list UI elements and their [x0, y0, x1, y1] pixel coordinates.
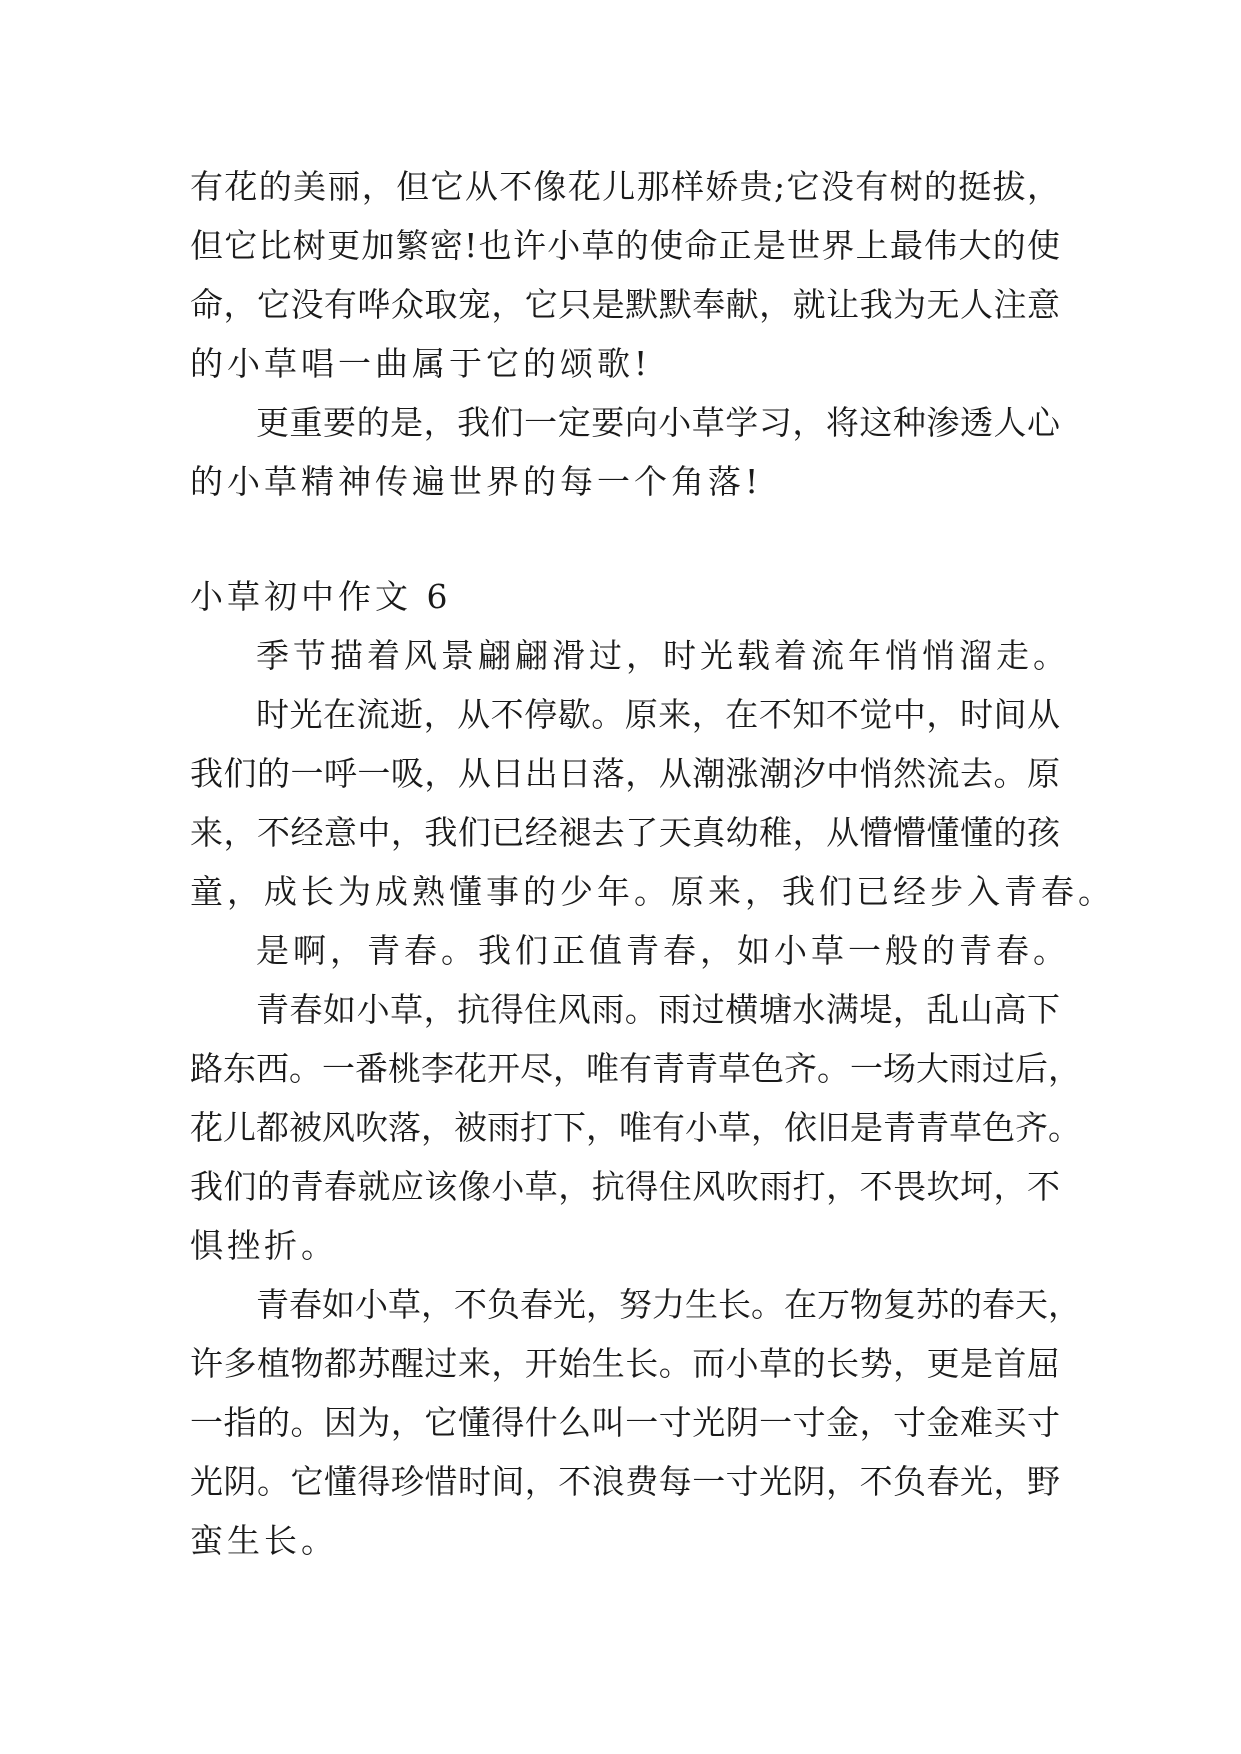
paragraph-line: 许多植物都苏醒过来，开始生长。而小草的长势，更是首屈	[190, 1344, 1060, 1383]
paragraph-line: 蛮生长。	[190, 1521, 338, 1560]
paragraph-line: 一指的。因为，它懂得什么叫一寸光阴一寸金，寸金难买寸	[190, 1403, 1060, 1442]
paragraph-line: 童，成长为成熟懂事的少年。原来，我们已经步入青春。	[190, 872, 1115, 911]
paragraph-line: 来，不经意中，我们已经褪去了天真幼稚，从懵懵懂懂的孩	[190, 813, 1060, 852]
paragraph-line: 有花的美丽，但它从不像花儿那样娇贵;它没有树的挺拔，	[190, 167, 1060, 206]
paragraph-line: 我们的一呼一吸，从日出日落，从潮涨潮汐中悄然流去。原	[190, 754, 1060, 793]
paragraph-line: 更重要的是，我们一定要向小草学习，将这种渗透人心	[256, 403, 1060, 442]
paragraph-line: 季节描着风景翩翩滑过，时光载着流年悄悄溜走。	[256, 636, 1070, 675]
paragraph-line: 的小草唱一曲属于它的颂歌!	[190, 344, 652, 383]
paragraph-line: 青春如小草，抗得住风雨。雨过横塘水满堤，乱山高下	[256, 990, 1060, 1029]
paragraph-line: 是啊，青春。我们正值青春，如小草一般的青春。	[256, 931, 1070, 970]
paragraph-line: 光阴。它懂得珍惜时间，不浪费每一寸光阴，不负春光，野	[190, 1462, 1060, 1501]
paragraph-line: 命，它没有哗众取宠，它只是默默奉献，就让我为无人注意	[190, 285, 1060, 324]
paragraph-line: 的小草精神传遍世界的每一个角落!	[190, 462, 763, 501]
paragraph-line: 青春如小草，不负春光，努力生长。在万物复苏的春天，	[256, 1285, 1081, 1324]
paragraph-line: 惧挫折。	[190, 1226, 338, 1265]
paragraph-line: 花儿都被风吹落，被雨打下，唯有小草，依旧是青青草色齐。	[190, 1108, 1081, 1147]
paragraph-line: 路东西。一番桃李花开尽，唯有青青草色齐。一场大雨过后，	[190, 1049, 1081, 1088]
paragraph-line: 但它比树更加繁密!也许小草的使命正是世界上最伟大的使	[190, 226, 1060, 265]
paragraph-line: 我们的青春就应该像小草，抗得住风吹雨打，不畏坎坷，不	[190, 1167, 1060, 1206]
paragraph-line: 时光在流逝，从不停歇。原来，在不知不觉中，时间从	[256, 695, 1060, 734]
essay-title: 小草初中作文 6	[190, 577, 452, 616]
